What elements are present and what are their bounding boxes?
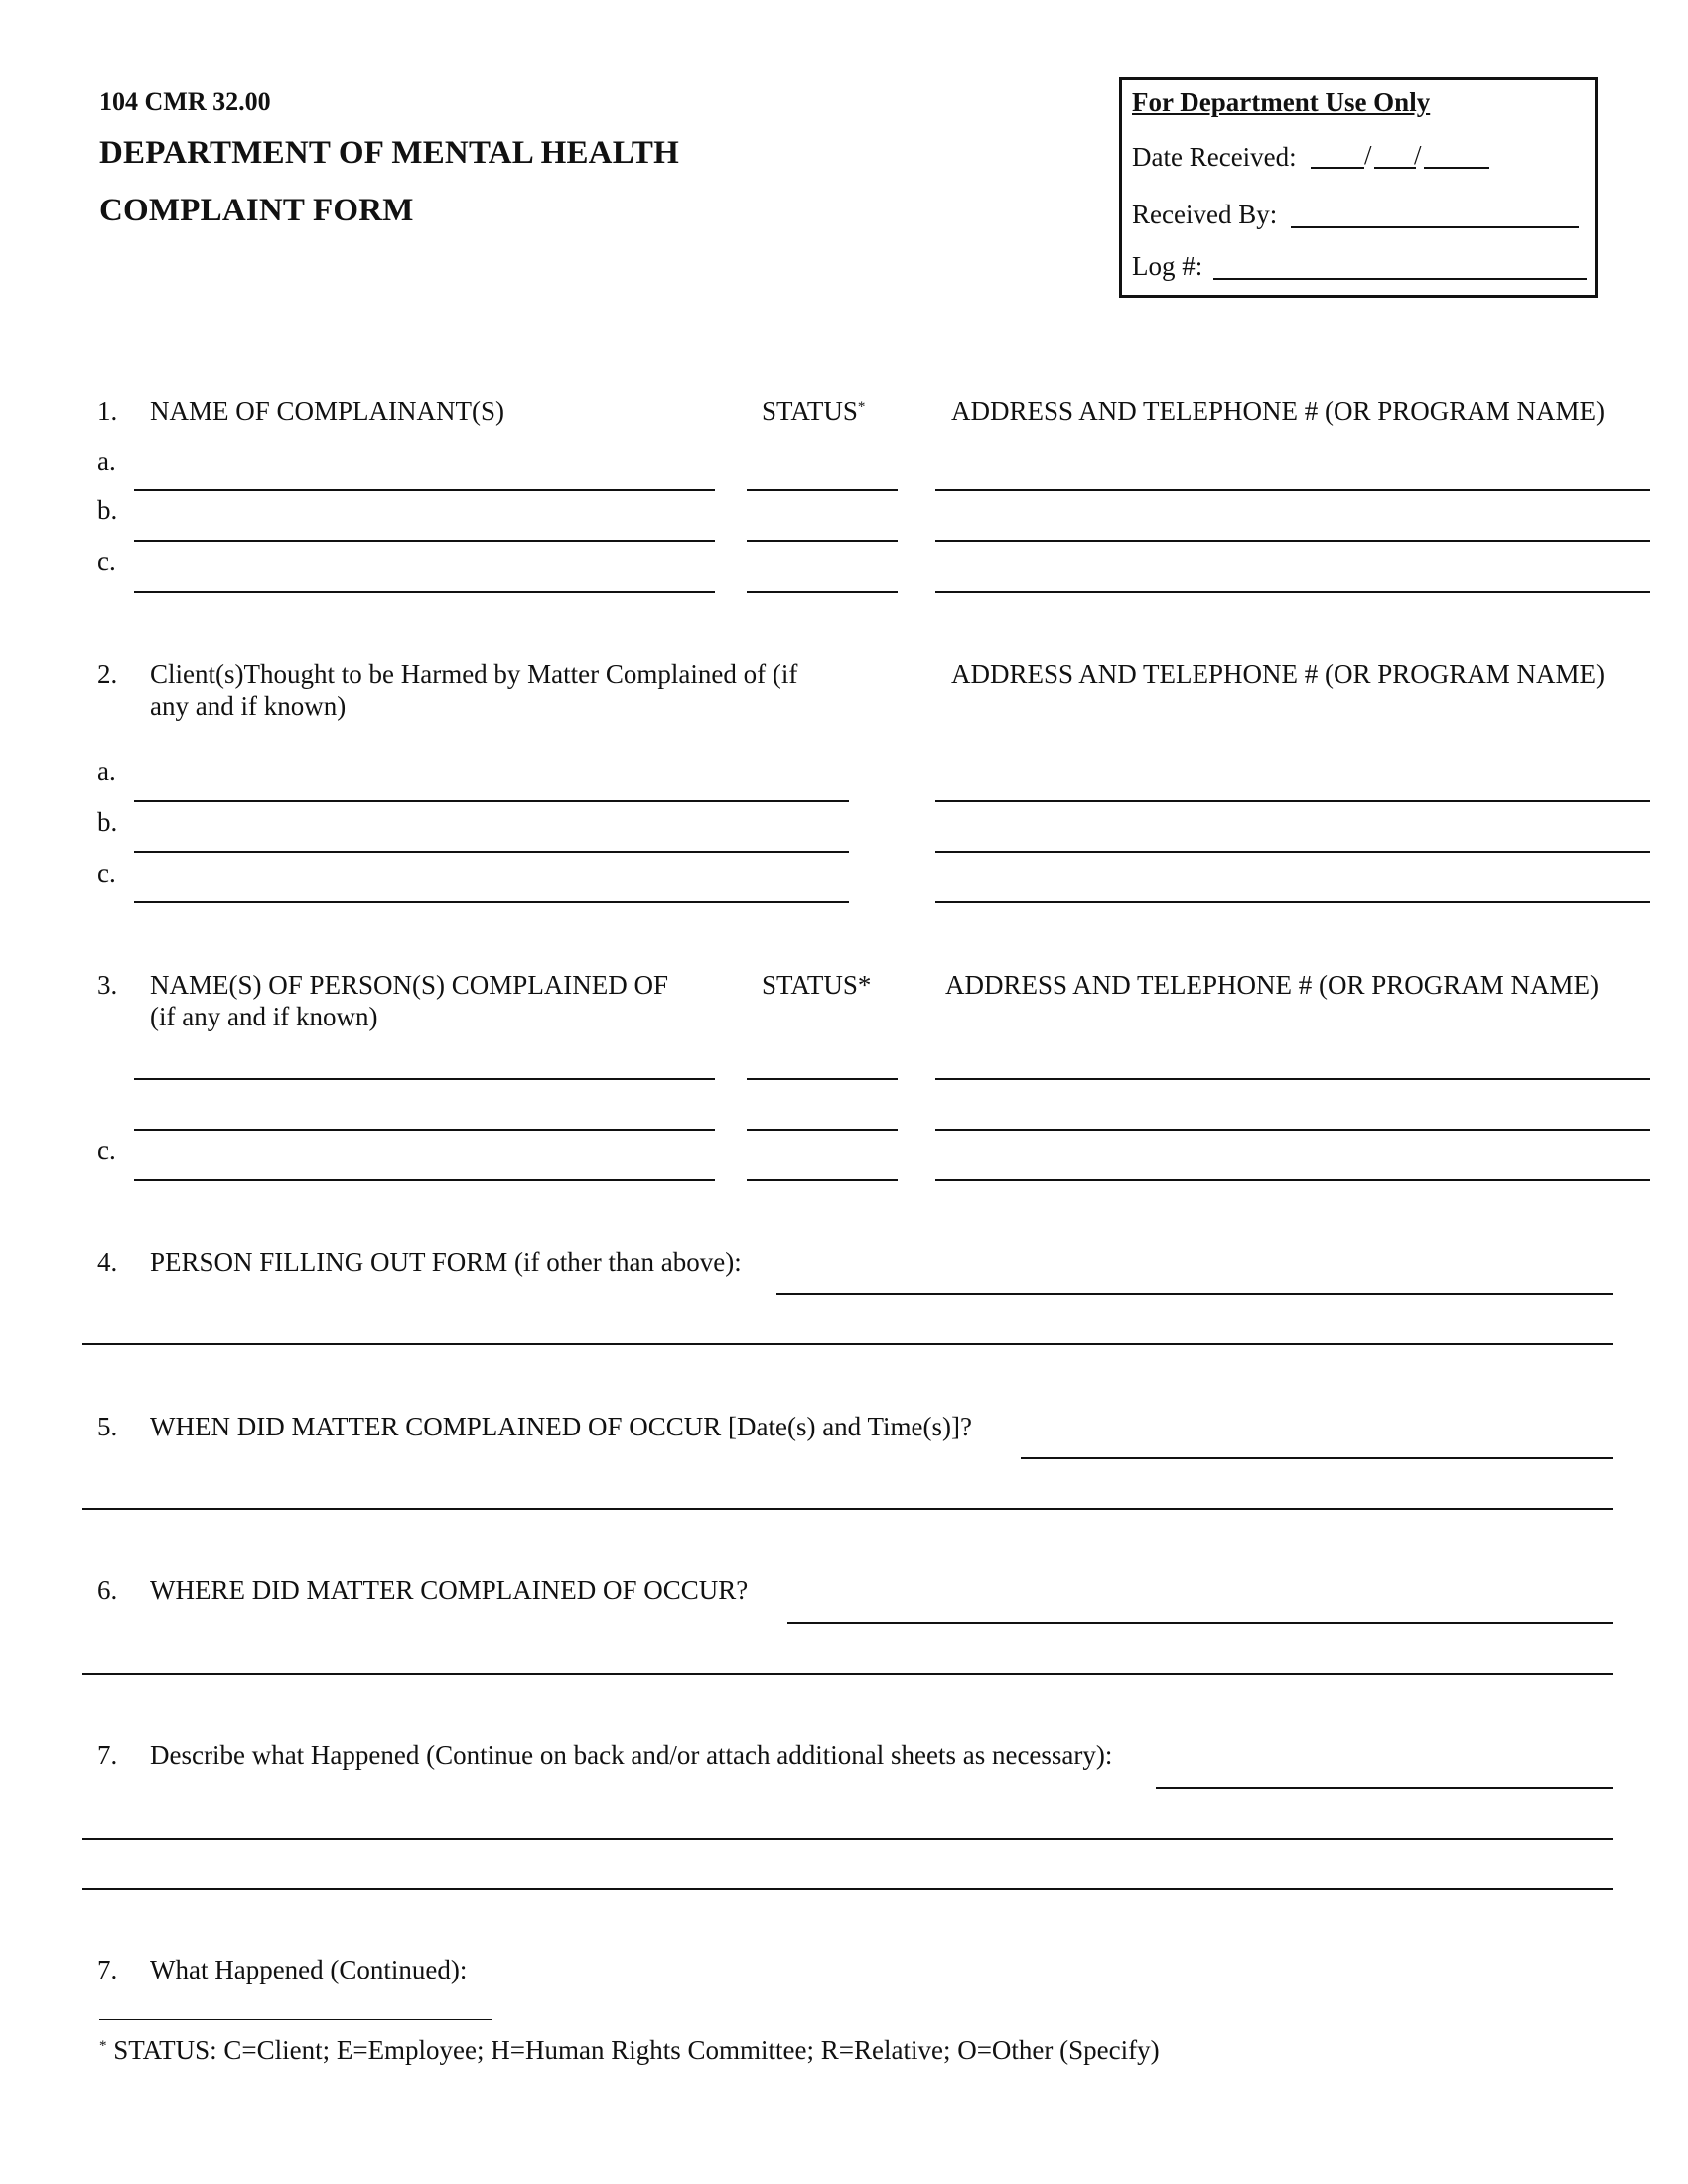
section2-client-field-b[interactable] [134,851,849,853]
section3-label-line1: NAME(S) OF PERSON(S) COMPLAINED OF [150,970,669,1000]
section7-field-line2[interactable] [82,1838,1613,1840]
log-number-field[interactable] [1213,278,1587,280]
date-received-month-field[interactable] [1311,167,1364,169]
section2-address-field-a[interactable] [935,800,1650,802]
section4-field-line1[interactable] [776,1293,1613,1295]
status-footnote-mark: * [857,399,866,415]
section3-address-field-c[interactable] [935,1179,1650,1181]
log-number-label: Log #: [1132,251,1203,281]
received-by-label: Received By: [1132,200,1278,229]
section2-row-c-label: c. [97,858,116,887]
section4-number: 4. [97,1247,118,1277]
section3-status-field-2[interactable] [747,1129,898,1131]
footnote-separator [99,2019,492,2020]
page-title-line2: COMPLAINT FORM [99,193,414,228]
section3-status-field-c[interactable] [747,1179,898,1181]
section1-status-field-b[interactable] [747,540,898,542]
section1-status-field-c[interactable] [747,591,898,593]
section1-name-field-a[interactable] [134,489,715,491]
section2-address-field-c[interactable] [935,901,1650,903]
section6-number: 6. [97,1575,118,1605]
section2-number: 2. [97,659,118,689]
department-use-heading: For Department Use Only [1132,87,1431,117]
section4-label: PERSON FILLING OUT FORM (if other than above): [150,1247,742,1277]
footnote-mark: * [99,2038,107,2054]
section1-row-b-label: b. [97,495,118,525]
section2-row-a-label: a. [97,756,116,786]
section5-field-line2[interactable] [82,1508,1613,1510]
section7-field-line1[interactable] [1156,1787,1613,1789]
section7b-label: What Happened (Continued): [150,1955,468,1984]
regulation-code: 104 CMR 32.00 [99,87,271,116]
section3-row-c-label: c. [97,1135,116,1164]
section2-client-field-c[interactable] [134,901,849,903]
section1-name-field-c[interactable] [134,591,715,593]
section1-row-c-label: c. [97,546,116,576]
section3-name-field-1[interactable] [134,1078,715,1080]
section5-number: 5. [97,1412,118,1441]
page-title-line1: DEPARTMENT OF MENTAL HEALTH [99,135,679,171]
section3-number: 3. [97,970,118,1000]
section3-address-field-1[interactable] [935,1078,1650,1080]
section6-field-line1[interactable] [787,1622,1613,1624]
footnote-text: STATUS: C=Client; E=Employee; H=Human Rights Committee; R=Relative; O=Other (Specify) [106,2035,1160,2065]
section6-label: WHERE DID MATTER COMPLAINED OF OCCUR? [150,1575,749,1605]
footnote [99,2034,1160,2066]
date-received-day-field[interactable] [1374,167,1416,169]
date-separator-1: / [1364,140,1372,170]
section1-address-field-c[interactable] [935,591,1650,593]
section3-address-header: ADDRESS AND TELEPHONE # (OR PROGRAM NAME) [945,970,1600,1000]
section2-row-b-label: b. [97,807,118,837]
section2-address-field-b[interactable] [935,851,1650,853]
section2-label-line1: Client(s)Thought to be Harmed by Matter Complained of (if [150,659,798,689]
section3-status-header: STATUS* [762,970,872,1000]
section3-address-field-2[interactable] [935,1129,1650,1131]
section1-address-header: ADDRESS AND TELEPHONE # (OR PROGRAM NAME) [951,396,1606,426]
section2-client-field-a[interactable] [134,800,849,802]
section6-field-line2[interactable] [82,1673,1613,1675]
section1-name-header: NAME OF COMPLAINANT(S) [150,396,505,426]
section7-field-line3[interactable] [82,1888,1613,1890]
section5-label: WHEN DID MATTER COMPLAINED OF OCCUR [Date(s) and Time(s)]? [150,1412,972,1441]
section1-address-field-b[interactable] [935,540,1650,542]
section3-status-field-1[interactable] [747,1078,898,1080]
section1-address-field-a[interactable] [935,489,1650,491]
section7-label: Describe what Happened (Continue on back and/or attach additional sheets as necessary): [150,1740,1113,1770]
section2-label-line2: any and if known) [150,691,347,721]
received-by-field[interactable] [1291,226,1579,228]
section7b-number: 7. [97,1955,118,1984]
section4-field-line2[interactable] [82,1343,1613,1345]
section1-row-a-label: a. [97,446,116,476]
section3-name-field-c[interactable] [134,1179,715,1181]
date-received-label: Date Received: [1132,142,1297,172]
section1-status-header [762,395,865,427]
section1-status-field-a[interactable] [747,489,898,491]
date-separator-2: / [1414,140,1422,170]
section1-name-field-b[interactable] [134,540,715,542]
date-received-year-field[interactable] [1424,167,1489,169]
section2-address-header: ADDRESS AND TELEPHONE # (OR PROGRAM NAME) [951,659,1606,689]
section3-label-line2: (if any and if known) [150,1002,378,1031]
section7-number: 7. [97,1740,118,1770]
section5-field-line1[interactable] [1021,1457,1613,1459]
section3-name-field-2[interactable] [134,1129,715,1131]
section1-status-text: STATUS [762,396,858,426]
section1-number: 1. [97,396,118,426]
